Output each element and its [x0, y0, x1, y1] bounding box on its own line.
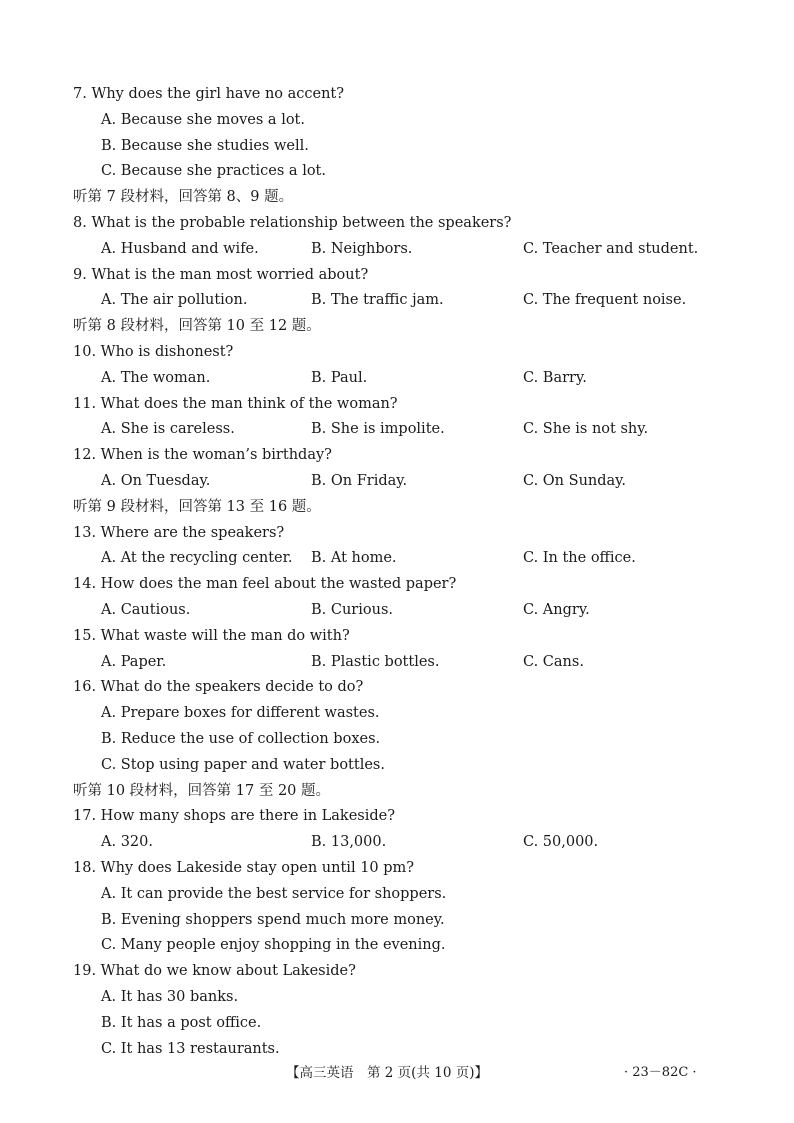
option-c: C. Angry. — [523, 602, 590, 618]
section-instruction: 听第 10 段材料，回答第 17 至 20 题。 — [73, 783, 331, 799]
question-stem: 13. Where are the speakers? — [73, 525, 285, 541]
question-stem: 17. How many shops are there in Lakeside? — [73, 808, 396, 824]
option-b: B. The traffic jam. — [311, 292, 444, 308]
option-line: A. It has 30 banks. — [101, 989, 239, 1005]
option-line: A. It can provide the best service for shoppers. — [101, 886, 447, 902]
section-instruction: 听第 7 段材料，回答第 8、9 题。 — [73, 189, 294, 205]
option-a: A. Husband and wife. — [101, 241, 259, 257]
option-b: B. On Friday. — [311, 473, 408, 489]
option-a: A. She is careless. — [101, 421, 235, 437]
option-c: C. Cans. — [523, 654, 584, 670]
option-line: B. Reduce the use of collection boxes. — [101, 731, 381, 747]
option-c: C. 50,000. — [523, 834, 599, 850]
option-line: B. Evening shoppers spend much more money. — [101, 912, 445, 928]
option-b: B. At home. — [311, 550, 397, 566]
option-b: B. She is impolite. — [311, 421, 445, 437]
question-stem: 8. What is the probable relationship between the speakers? — [73, 215, 512, 231]
option-line: C. Because she practices a lot. — [101, 163, 326, 179]
question-stem: 11. What does the man think of the woman? — [73, 396, 398, 412]
question-stem: 15. What waste will the man do with? — [73, 628, 350, 644]
question-stem: 16. What do the speakers decide to do? — [73, 679, 364, 695]
option-b: B. Curious. — [311, 602, 393, 618]
option-line: A. Prepare boxes for different wastes. — [101, 705, 380, 721]
paper-code: · 23－82C · — [624, 1065, 697, 1080]
option-a: A. The air pollution. — [101, 292, 248, 308]
option-a: A. The woman. — [101, 370, 211, 386]
option-c: C. She is not shy. — [523, 421, 649, 437]
option-a: A. On Tuesday. — [101, 473, 211, 489]
section-instruction: 听第 8 段材料，回答第 10 至 12 题。 — [73, 318, 321, 334]
option-c: C. In the office. — [523, 550, 636, 566]
question-stem: 18. Why does Lakeside stay open until 10 pm? — [73, 860, 415, 876]
option-a: A. Paper. — [101, 654, 167, 670]
question-stem: 10. Who is dishonest? — [73, 344, 234, 360]
option-line: B. Because she studies well. — [101, 138, 309, 154]
option-line: A. Because she moves a lot. — [101, 112, 305, 128]
option-c: C. On Sunday. — [523, 473, 627, 489]
page-footer: 【高三英语 第 2 页(共 10 页)】 — [286, 1065, 488, 1081]
question-stem: 12. When is the woman’s birthday? — [73, 447, 332, 463]
question-stem: 7. Why does the girl have no accent? — [73, 86, 345, 102]
option-line: C. Many people enjoy shopping in the evening. — [101, 937, 446, 953]
option-b: B. Neighbors. — [311, 241, 413, 257]
option-b: B. 13,000. — [311, 834, 387, 850]
question-stem: 9. What is the man most worried about? — [73, 267, 369, 283]
option-a: A. 320. — [101, 834, 153, 850]
option-c: C. Barry. — [523, 370, 587, 386]
option-line: B. It has a post office. — [101, 1015, 262, 1031]
option-c: C. The frequent noise. — [523, 292, 687, 308]
option-a: A. Cautious. — [101, 602, 191, 618]
option-line: C. It has 13 restaurants. — [101, 1041, 280, 1057]
question-stem: 19. What do we know about Lakeside? — [73, 963, 356, 979]
option-line: C. Stop using paper and water bottles. — [101, 757, 385, 773]
option-b: B. Plastic bottles. — [311, 654, 440, 670]
option-c: C. Teacher and student. — [523, 241, 699, 257]
option-b: B. Paul. — [311, 370, 368, 386]
option-a: A. At the recycling center. — [101, 550, 293, 566]
section-instruction: 听第 9 段材料，回答第 13 至 16 题。 — [73, 499, 321, 515]
question-stem: 14. How does the man feel about the wasted paper? — [73, 576, 457, 592]
